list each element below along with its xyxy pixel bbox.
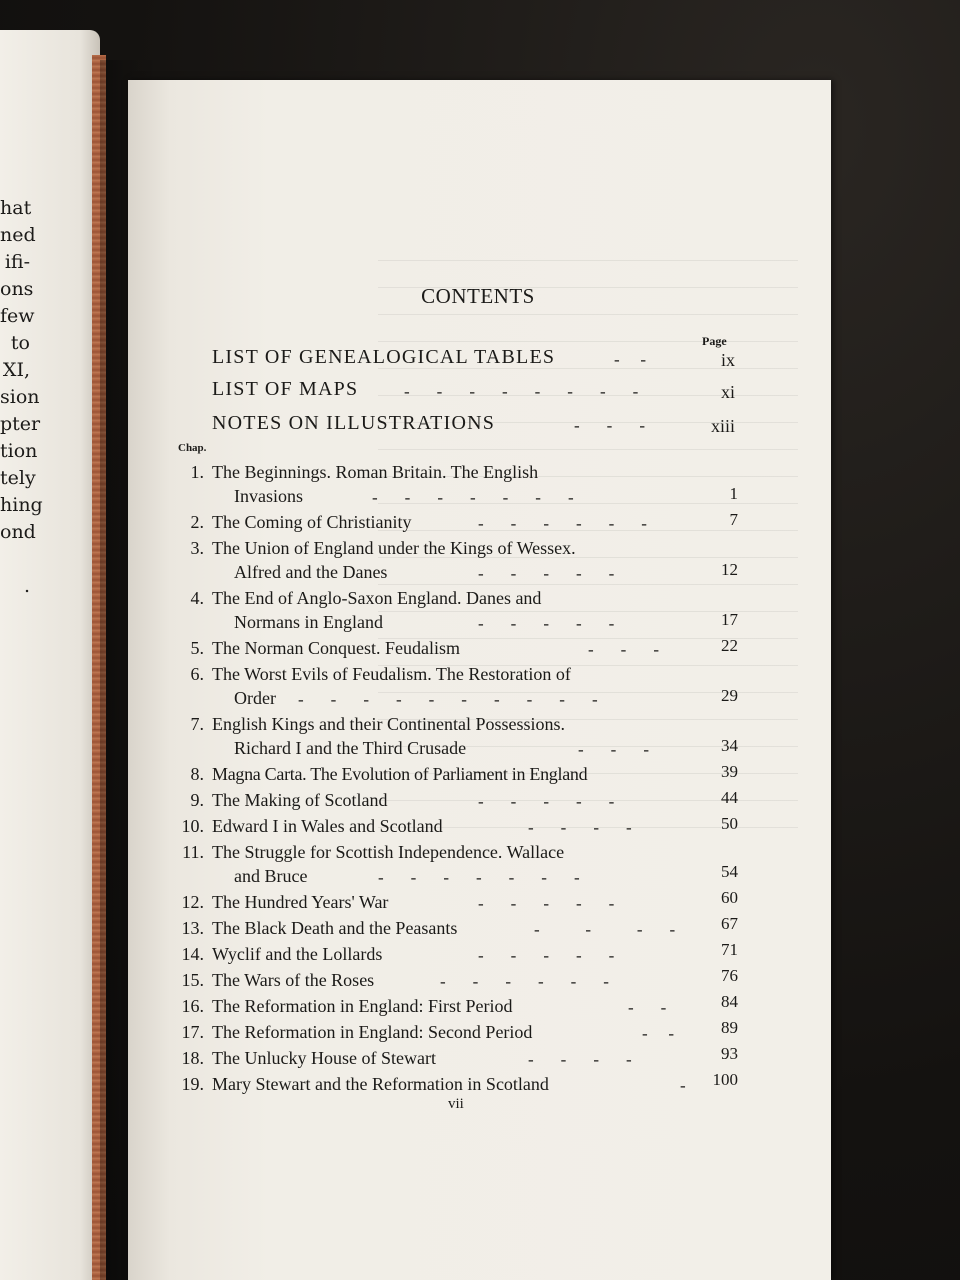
chapter-title: The Struggle for Scottish Independence. Wallace xyxy=(212,842,565,862)
chapter-title: The Making of Scotland xyxy=(212,790,388,810)
contents-page xyxy=(128,80,831,1280)
chapter-number: 17. xyxy=(181,1022,204,1042)
leader-dashes: - - xyxy=(642,1024,677,1043)
leader-dashes: - - - - - xyxy=(478,894,617,913)
chapter-page: 71 xyxy=(721,940,738,959)
chapter-title: The End of Anglo-Saxon England. Danes and xyxy=(212,588,542,608)
left-fragment: ons xyxy=(0,278,34,300)
chapter-title-cont: Normans in England xyxy=(234,612,383,632)
chapter-title: The Hundred Years' War xyxy=(212,892,389,912)
chapter-number: 5. xyxy=(190,638,204,658)
chapter-title: The Black Death and the Peasants xyxy=(212,918,458,938)
chapter-page: 44 xyxy=(721,788,738,807)
chapter-number: 11. xyxy=(182,842,204,862)
chapter-title-cont: Richard I and the Third Crusade xyxy=(234,738,467,758)
chapter-page: 93 xyxy=(721,1044,738,1063)
leader-dashes: - - - - - xyxy=(478,614,617,633)
left-fragment: tely xyxy=(0,467,36,489)
front-matter-page: xiii xyxy=(710,416,735,436)
chapter-title-cont: Invasions xyxy=(234,486,303,506)
chapter-title: Magna Carta. The Evolution of Parliament in England xyxy=(212,764,588,784)
chapter-page: 67 xyxy=(721,914,738,933)
chapter-title: The Unlucky House of Stewart xyxy=(212,1048,436,1068)
chapter-page: 22 xyxy=(721,636,738,655)
chapter-page: 7 xyxy=(729,510,738,529)
chapter-page: 50 xyxy=(721,814,738,833)
chapter-title: English Kings and their Continental Possessions. xyxy=(212,714,565,734)
chapter-number: 9. xyxy=(190,790,204,810)
leader-dashes: - - - - - - xyxy=(440,972,611,991)
page-number: vii xyxy=(448,1096,464,1112)
left-fragment: hing xyxy=(0,494,43,516)
chapter-number: 3. xyxy=(190,538,204,558)
front-matter-item: LIST OF GENEALOGICAL TABLES xyxy=(212,346,556,368)
chapter-title-cont: Order xyxy=(234,688,276,708)
left-fragment: hat xyxy=(0,197,32,219)
chapter-title: The Reformation in England: Second Period xyxy=(212,1022,533,1042)
chapter-page: 29 xyxy=(721,686,738,705)
chapter-number: 8. xyxy=(190,764,204,784)
chapter-number: 7. xyxy=(190,714,204,734)
front-matter-item: NOTES ON ILLUSTRATIONS xyxy=(212,412,496,434)
chapter-title: The Norman Conquest. Feudalism xyxy=(212,638,460,658)
chapter-title: The Reformation in England: First Period xyxy=(212,996,513,1016)
chapter-page: 89 xyxy=(721,1018,738,1037)
chapter-title: Edward I in Wales and Scotland xyxy=(212,816,443,836)
chapter-title: The Union of England under the Kings of Wessex. xyxy=(212,538,576,558)
leader-dashes: - - - - xyxy=(534,920,678,939)
left-fragment: to xyxy=(10,332,30,354)
chapter-title-cont: Alfred and the Danes xyxy=(234,562,388,582)
front-matter-page: ix xyxy=(720,350,735,370)
leader-dashes: - - - - xyxy=(528,1050,634,1069)
left-fragment: ifi- xyxy=(4,251,30,273)
leader-dashes: - - - - - - - xyxy=(378,868,582,887)
chapter-number: 12. xyxy=(181,892,204,912)
leader-dashes: - - - - - xyxy=(478,564,617,583)
front-matter-page: xi xyxy=(720,382,735,402)
left-fragment: . xyxy=(23,575,30,597)
chapter-title: Mary Stewart and the Reformation in Scotland xyxy=(212,1074,549,1094)
leader-dashes: - - xyxy=(628,998,669,1017)
chapter-page: 12 xyxy=(721,560,738,579)
chapter-title: The Coming of Christianity xyxy=(212,512,412,532)
left-fragment xyxy=(0,546,30,573)
leader-dashes: - - - - - - - - xyxy=(404,382,641,401)
left-page xyxy=(0,30,100,1280)
left-fragment: XI, xyxy=(2,359,30,381)
chapter-page: 1 xyxy=(729,484,738,503)
chapter-page: 54 xyxy=(721,862,738,881)
left-fragment: tion xyxy=(0,440,38,462)
chapter-number: 4. xyxy=(190,588,204,608)
chapter-number: 15. xyxy=(181,970,204,990)
page-title: CONTENTS xyxy=(421,284,535,308)
chapter-column-label: Chap. xyxy=(178,442,207,454)
leader-dashes: - xyxy=(680,1076,688,1095)
chapter-number: 13. xyxy=(181,918,204,938)
leader-dashes: - - - - xyxy=(528,818,634,837)
chapter-page: 84 xyxy=(721,992,738,1011)
chapter-number: 14. xyxy=(181,944,204,964)
left-page-text xyxy=(0,195,43,600)
chapter-number: 18. xyxy=(181,1048,204,1068)
chapter-number: 6. xyxy=(190,664,204,684)
leader-dashes: - - - - - xyxy=(478,946,617,965)
left-fragment: ond xyxy=(0,521,36,543)
chapter-number: 19. xyxy=(181,1074,204,1094)
front-matter-item: LIST OF MAPS xyxy=(212,378,359,400)
chapter-title: Wyclif and the Lollards xyxy=(212,944,383,964)
leader-dashes: - - - - - - xyxy=(478,514,649,533)
leader-dashes: - - - - - xyxy=(478,792,617,811)
left-fragment: ned xyxy=(0,224,36,246)
chapter-page: 76 xyxy=(721,966,738,985)
leader-dashes: - - - xyxy=(578,740,651,759)
chapter-page: 17 xyxy=(721,610,738,629)
leader-dashes: - - xyxy=(614,350,649,369)
left-fragment: sion xyxy=(0,386,40,408)
left-fragment: pter xyxy=(0,413,41,435)
chapter-number: 16. xyxy=(181,996,204,1016)
chapter-number: 1. xyxy=(190,462,204,482)
leader-dashes: - - - - - - - - - - xyxy=(298,690,600,709)
left-fragment: few xyxy=(0,305,35,327)
leader-dashes: - - - xyxy=(588,640,661,659)
chapter-page: 34 xyxy=(721,736,738,755)
chapter-title: The Beginnings. Roman Britain. The English xyxy=(212,462,539,482)
chapter-page: 39 xyxy=(721,762,738,781)
chapter-page: 100 xyxy=(712,1070,738,1089)
chapter-number: 2. xyxy=(190,512,204,532)
chapter-page: 60 xyxy=(721,888,738,907)
chapter-title: The Worst Evils of Feudalism. The Restoration of xyxy=(212,664,571,684)
leader-dashes: - - - xyxy=(574,416,647,435)
chapter-title-cont: and Bruce xyxy=(234,866,308,886)
page-column-label: Page xyxy=(702,334,727,348)
chapter-title: The Wars of the Roses xyxy=(212,970,375,990)
chapter-number: 10. xyxy=(181,816,204,836)
leader-dashes: - - - - - - - xyxy=(372,488,576,507)
